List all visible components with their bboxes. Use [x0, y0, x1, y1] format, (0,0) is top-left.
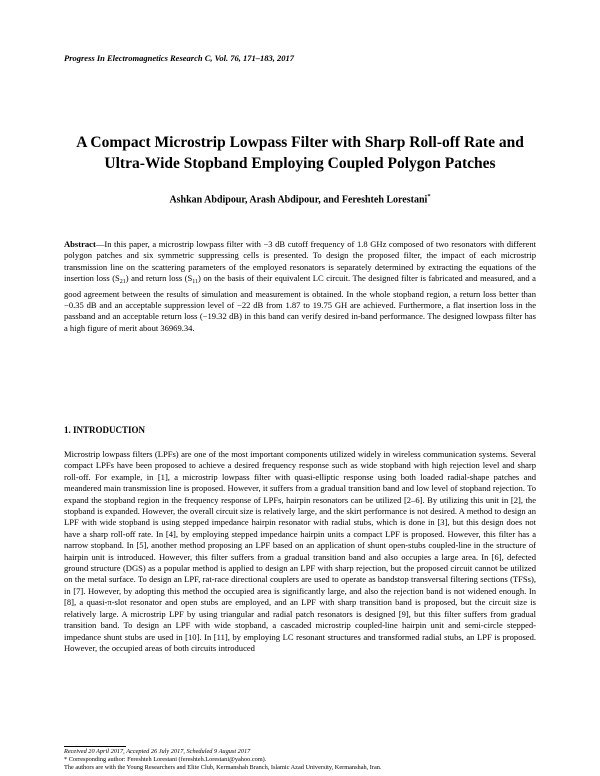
- abstract-text-2: ) and return loss (S: [125, 273, 193, 284]
- section-heading-introduction: 1. INTRODUCTION: [64, 425, 146, 435]
- journal-header: Progress In Electromagnetics Research C, Vol. 76, 171–183, 2017: [64, 53, 294, 63]
- footnote-corresponding: * Corresponding author: Fereshteh Lorestani (fereshteh.Lorestani@yahoo.com).: [64, 756, 267, 763]
- subscript-s21: 21: [119, 279, 126, 286]
- corresponding-author-mark: *: [427, 193, 431, 200]
- footnotes: [64, 748, 544, 772]
- abstract-label: Abstract: [64, 239, 96, 249]
- footnote-affiliation: The authors are with the Young Researchers and Elite Club, Kermanshah Branch, Islamic Azad University, Kermanshah, Iran.: [64, 764, 382, 771]
- author-list: [40, 193, 560, 205]
- footnote-divider: [64, 746, 126, 747]
- paper-title: [40, 132, 560, 174]
- title-line-2: Ultra-Wide Stopband Employing Coupled Polygon Patches: [104, 155, 496, 172]
- abstract-text-1: —In this paper, a microstrip lowpass filter with −3 dB cutoff frequency of 1.8 GHz composed of two resonators with different polygon patches and six symmetric suppressing cells is presented. To design the proposed filter, the impact of each microstrip transmission line on the scattering parameters of the employed resonators is separately determined by extracting the equations of the insertion loss (S: [64, 239, 536, 284]
- footnote-received: Received 20 April 2017, Accepted 26 July 2017, Scheduled 9 August 2017: [64, 748, 251, 755]
- introduction-paragraph: Microstrip lowpass filters (LPFs) are one of the most important components utilized widely in wireless communication systems. Several compact LPFs have been proposed to achieve a desired frequency response such as wide stopband with high rejection level and sharp roll-off. For example, in [1], a microstrip lowpass filter with quasi-elliptic response using both loaded radial-shape patches and meandered main transmission line is proposed. However, it suffers from a gradual transition band and low level of stopband rejection. To expand the stopband region in the frequency response of LPFs, hairpin resonators can be utilized [2–6]. By utilizing this unit in [2], the stopband is expanded. However, the overall circuit size is relatively large, and the skirt performance is not desired. A method to design an LPF with wide stopband is using stepped impedance hairpin resonator with radial stubs, which is done in [3], but this design does not have a sharp roll-off rate. In [4], by employing stepped impedance hairpin units a compact LPF is proposed. However, this filter has a narrow stopband. In [5], another method proposing an LPF based on an application of shunt open-stubs coupled-line in the structure of hairpin unit is introduced. However, this filter suffers from a gradual transition band and also occupies a large area. In [6], defected ground structure (DGS) as a popular method is applied to design an LPF with sharp rejection, but the proposed circuit cannot be utilized on the metal surface. To design an LPF, rat-race directional couplers are used to operate as bandstop transversal filtering sections (TFSs), in [7]. However, by adopting this method the occupied area is significantly large, and also the rejection band is not widened enough. In [8], a quasi-π-slot resonator and open stubs are employed, and an LPF with sharp transition band is proposed, but the circuit size is relatively large. A microstrip LPF by using triangular and radial patch resonators is designed [9], but this filter suffers from gradual transition band. To design an LPF with wide stopband, a cascaded microstrip coupled-line hairpin unit and semi-circle stepped-impedance shunt stubs are used in [10]. In [11], by employing LC resonant structures and transformed radial stubs, an LPF is proposed. However, the occupied areas of both circuits introduced: [64, 449, 536, 653]
- subscript-s11: 11: [192, 279, 199, 286]
- abstract: [64, 239, 536, 334]
- title-line-1: A Compact Microstrip Lowpass Filter with Sharp Roll-off Rate and: [76, 134, 524, 151]
- abstract-text-3: ) on the basis of their equivalent LC circuit. The designed filter is fabricated and measured, and a good agreement between the results of simulation and measurement is obtained. In the whole stopband region, a return loss better than −0.35 dB and an acceptable suppression level of −22 dB from 1.87 to 19.75 GH are achieved. Furthermore, a flat insertion loss in the passband and an acceptable return loss (−19.32 dB) in this band can verify desired in-band performance. The designed lowpass filter has a high figure of merit about 36969.34.: [64, 273, 536, 333]
- author-names: Ashkan Abdipour, Arash Abdipour, and Fereshteh Lorestani: [169, 194, 428, 206]
